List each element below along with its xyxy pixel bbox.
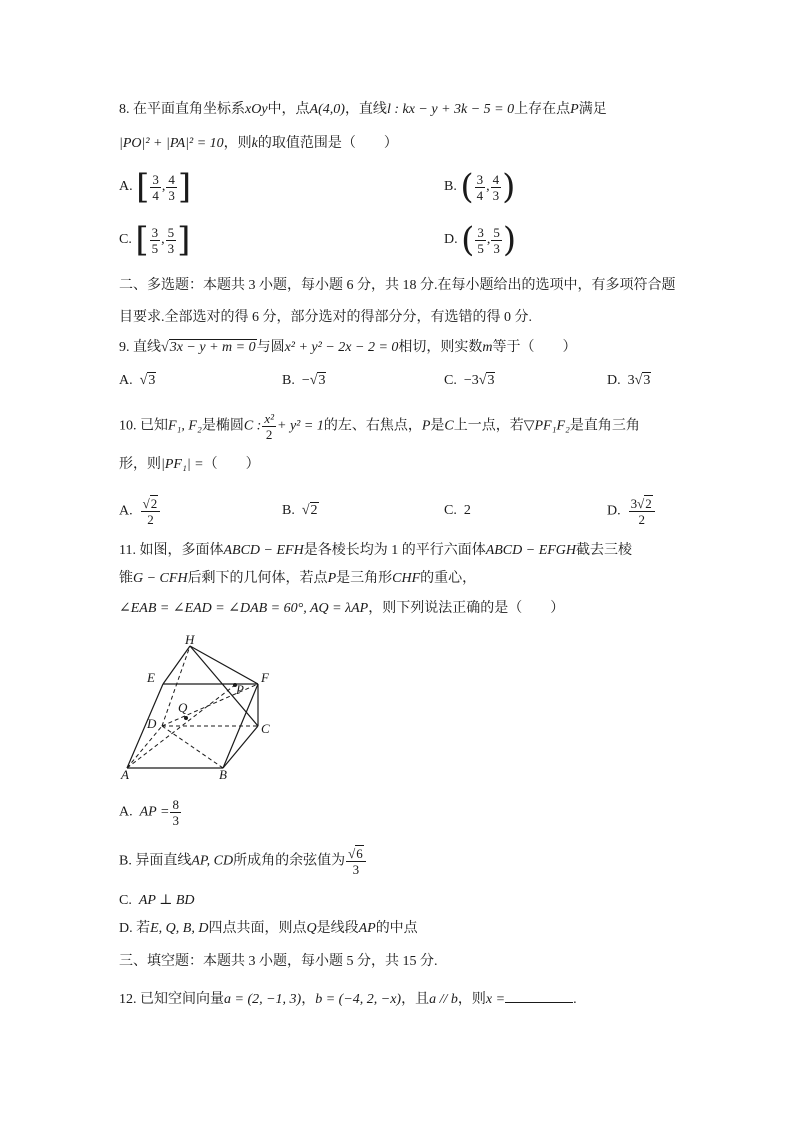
q9-stem — [119, 338, 577, 358]
answer-blank[interactable] — [505, 988, 573, 1003]
bracket-icon: [ — [136, 167, 150, 207]
numerator: x² — [264, 411, 275, 426]
q9-option-c: C. −3√3 — [444, 373, 495, 388]
option-label: D. — [607, 503, 621, 519]
option-label: D. — [607, 373, 621, 388]
q11-option-c — [119, 891, 195, 911]
q8-text: ，则 — [223, 136, 252, 151]
fraction — [491, 172, 502, 203]
q8-option-a: A. [ $\frac{3}{4}$ , $\frac{4}{3}$ ] — [119, 167, 192, 207]
q11-p: P — [327, 571, 337, 586]
q8-number: 8. — [119, 102, 130, 117]
denominator: 2 — [265, 427, 273, 442]
q8-option-b: B. ( $\frac{3}{4}$ , $\frac{4}{3}$ ) — [444, 167, 516, 207]
q12-number: 12. — [119, 992, 137, 1007]
option-label: A. — [119, 503, 133, 519]
q10-ellipse: C : — [243, 418, 262, 434]
label-q: Q — [178, 700, 188, 715]
fraction — [346, 846, 366, 877]
label-h: H — [185, 632, 195, 647]
denominator: 2 — [638, 512, 645, 527]
q11-perp: AP ⊥ BD — [138, 893, 195, 908]
q8-condition: |PO|² + |PA|² = 10 — [119, 136, 224, 151]
q11-line3 — [119, 599, 564, 619]
q10-text: 是 — [430, 418, 445, 434]
q8-text: 满足 — [578, 102, 607, 117]
q11-text: 是三角形 — [336, 571, 393, 586]
option-label: B. — [282, 503, 295, 518]
denominator: 5 — [151, 240, 159, 256]
q11-lines: AP, CD — [191, 853, 234, 869]
q9-eq2: x² + y² − 2x − 2 = 0 — [284, 340, 399, 355]
q9-option-a: A. √3 — [119, 373, 156, 388]
prefix: − — [301, 373, 310, 388]
fraction — [141, 496, 161, 527]
label-p: P — [236, 682, 244, 697]
radicand: 2 — [150, 496, 158, 511]
q8-xoy: xOy — [245, 102, 268, 117]
q11-text: 若 — [136, 921, 151, 936]
q9-text: 直线 — [133, 340, 161, 355]
numerator: 3√2 — [629, 496, 655, 512]
paren-icon: ( — [461, 220, 475, 260]
edge-ae — [127, 684, 163, 768]
q8-text: ，直线 — [344, 102, 387, 117]
q11-text: 是各棱长均为 1 的平行六面体 — [303, 543, 486, 558]
q11-polyhedron: ABCD − EFH — [223, 543, 304, 558]
q11-triangle: CHF — [392, 571, 421, 586]
q8-k: k — [251, 136, 258, 151]
edge-hc — [190, 646, 258, 726]
fraction — [629, 496, 655, 527]
q11-option-d — [119, 919, 418, 939]
q10-option-b: B. √2 — [282, 503, 318, 518]
paren-icon: ) — [502, 220, 517, 260]
q8-point-a: A(4,0) — [309, 102, 345, 117]
value: 2 — [463, 503, 471, 518]
option-label: A. — [119, 373, 133, 388]
q11-text: 截去三棱 — [576, 543, 633, 558]
denominator: 3 — [167, 240, 175, 256]
q12-vector-a: a = (2, −1, 3) — [224, 992, 302, 1007]
q9-option-b: B. −√3 — [282, 373, 326, 388]
q11-option-b — [119, 846, 367, 877]
section-2-heading-cont: 目要求.全部选对的得 6 分，部分选对的得部分分，有选错的得 0 分. — [119, 310, 532, 325]
q10-text: 上一点，若 — [453, 418, 524, 434]
q10-option-d — [607, 496, 656, 527]
edge-bc — [223, 726, 258, 768]
point-q — [184, 716, 188, 720]
option-label: D. — [119, 921, 133, 936]
q10-text: 是直角三角 — [569, 418, 640, 434]
radicand: 2 — [645, 496, 652, 511]
numerator: 4 — [492, 171, 500, 187]
q12-text: 已知空间向量 — [140, 992, 224, 1007]
q8-p: P — [570, 102, 579, 117]
fraction — [150, 225, 161, 256]
q11-polyhedron: ABCD − EFGH — [485, 543, 577, 558]
q12-text: ， — [301, 992, 316, 1007]
option-label: A. — [119, 804, 133, 820]
q12-text: . — [573, 992, 577, 1007]
edge-eh — [163, 646, 190, 684]
q11-angles: ∠EAB = ∠EAD = ∠DAB = 60°, AQ = λAP — [119, 601, 369, 616]
q10-c: C — [444, 418, 454, 434]
numerator: 5 — [493, 224, 500, 240]
denominator: 3 — [168, 187, 175, 203]
numerator: √2 — [141, 496, 161, 512]
q10-option-a — [119, 496, 161, 527]
denominator: 4 — [152, 187, 159, 203]
q11-pyramid: G − CFH — [133, 571, 188, 586]
denominator: 2 — [147, 512, 154, 527]
q11-line2 — [119, 569, 476, 589]
q8-text: 中，点 — [267, 102, 310, 117]
bracket-icon: [ — [135, 220, 149, 260]
q11-text: 锥 — [119, 571, 133, 586]
option-label: C. — [444, 503, 457, 518]
denominator: 3 — [352, 862, 360, 877]
q11-text: 是线段 — [316, 921, 359, 936]
fraction — [262, 411, 276, 442]
label-b: B — [219, 767, 227, 780]
coefficient: 3 — [630, 496, 638, 511]
q11-ap: AP — [358, 921, 376, 936]
numerator: 8 — [172, 797, 179, 812]
label-d: D — [147, 716, 157, 731]
option-label: B. — [444, 179, 457, 195]
label-c: C — [261, 721, 270, 736]
q10-text: 已知 — [140, 418, 168, 434]
q12-text: ，则 — [457, 992, 486, 1007]
radicand: 2 — [310, 503, 318, 518]
q10-text: 的左、右焦点， — [323, 418, 422, 434]
option-label: A. — [119, 179, 133, 195]
q8-option-c: C. [ $\frac{3}{5}$ , $\frac{5}{3}$ ] — [119, 220, 191, 260]
q10-foci: F₁, F₂ — [168, 418, 202, 434]
q9-text: 与圆 — [256, 340, 285, 355]
paren-icon: ( — [460, 167, 474, 207]
polyhedron-figure — [115, 628, 285, 780]
q11-text: 所成角的余弦值为 — [233, 853, 346, 869]
q9-text: 等于（ ） — [492, 340, 577, 355]
fraction — [166, 225, 177, 256]
fraction — [170, 797, 181, 828]
bracket-icon: ] — [177, 220, 191, 260]
radicand: 3 — [318, 373, 326, 388]
radicand: 3x − y + m = 0 — [169, 340, 256, 355]
q8-line1 — [119, 100, 607, 120]
fraction — [166, 172, 177, 203]
fraction — [150, 172, 161, 203]
denominator: 3 — [493, 240, 500, 256]
q8-text: 上存在点 — [514, 102, 571, 117]
q12-x: x = — [485, 992, 506, 1007]
numerator: 5 — [167, 224, 175, 240]
radicand: 6 — [356, 846, 363, 861]
q10-p: P — [421, 418, 431, 434]
numerator: √6 — [346, 846, 366, 862]
q10-line1 — [119, 411, 640, 442]
q10-ellipse: + y² = 1 — [277, 418, 324, 434]
q11-text: 后剩下的几何体，若点 — [187, 571, 328, 586]
fraction — [491, 225, 502, 256]
bracket-icon: ] — [177, 167, 192, 207]
label-a: A — [121, 767, 129, 780]
q12-stem — [119, 988, 577, 1010]
q10-triangle: ▽PF₁F₂ — [523, 418, 570, 434]
option-label: D. — [444, 232, 458, 248]
numerator: 3 — [152, 171, 159, 187]
label-f: F — [261, 670, 269, 685]
q11-ap: AP = — [139, 804, 170, 820]
q12-parallel: a // b — [429, 992, 458, 1007]
radicand: 3 — [643, 373, 651, 388]
q12-vector-b: b = (−4, 2, −x) — [315, 992, 402, 1007]
q11-line1 — [119, 541, 632, 561]
section-2-heading: 二、多选题：本题共 3 小题，每小题 6 分，共 18 分.在每小题给出的选项中，有多项符合题 — [119, 278, 676, 293]
q10-option-c — [444, 501, 471, 521]
radicand: 3 — [487, 373, 495, 388]
q11-text: 如图，多面体 — [139, 543, 224, 558]
edge-ad — [127, 726, 162, 768]
q11-option-a — [119, 797, 182, 828]
q8-line2 — [119, 134, 398, 154]
q10-pf: |PF₁| = — [161, 457, 204, 472]
q8-line-eq: l : kx − y + 3k − 5 = 0 — [386, 102, 515, 117]
option-label: C. — [119, 232, 132, 248]
q11-text: 四点共面，则点 — [208, 921, 307, 936]
q9-number: 9. — [119, 340, 130, 355]
radicand: 3 — [148, 373, 156, 388]
q12-text: ，且 — [401, 992, 430, 1007]
section-3-heading: 三、填空题：本题共 3 小题，每小题 5 分，共 15 分. — [119, 954, 438, 969]
option-label: B. — [119, 853, 132, 869]
q11-number: 11. — [119, 543, 136, 558]
numerator: 3 — [477, 224, 484, 240]
denominator: 3 — [492, 187, 500, 203]
q10-number: 10. — [119, 418, 137, 434]
q11-text: 的重心， — [420, 571, 477, 586]
denominator: 3 — [172, 813, 179, 828]
prefix: −3 — [463, 373, 479, 388]
numerator: 4 — [168, 171, 175, 187]
q9-m: m — [482, 340, 493, 355]
fraction — [475, 225, 486, 256]
option-label: C. — [444, 373, 457, 388]
prefix: 3 — [627, 373, 635, 388]
q10-line2 — [119, 455, 260, 475]
paren-icon: ) — [502, 167, 516, 207]
numerator: 3 — [476, 171, 484, 187]
q8-text: 在平面直角坐标系 — [133, 102, 245, 117]
q11-text: 的中点 — [375, 921, 418, 936]
q10-text: 形，则 — [119, 457, 161, 472]
denominator: 5 — [477, 240, 484, 256]
edge-hf — [190, 646, 258, 684]
q10-text: 是椭圆 — [201, 418, 244, 434]
numerator: 3 — [151, 224, 159, 240]
q11-text: ，则下列说法正确的是（ ） — [368, 601, 565, 616]
q8-option-d: D. ( $\frac{3}{5}$ , $\frac{5}{3}$ ) — [444, 220, 517, 260]
edge-db — [162, 726, 223, 768]
q9-option-d: D. 3√3 — [607, 373, 651, 388]
denominator: 4 — [476, 187, 484, 203]
option-label: B. — [282, 373, 295, 388]
q10-text: （ ） — [203, 457, 260, 472]
q11-text: 异面直线 — [135, 853, 192, 869]
label-e: E — [147, 670, 155, 685]
q11-q: Q — [306, 921, 317, 936]
q9-eq1: √3x − y + m = 0 — [161, 340, 256, 355]
q8-text: 的取值范围是（ ） — [257, 136, 398, 151]
option-label: C. — [119, 893, 132, 908]
q11-points: E, Q, B, D — [150, 921, 209, 936]
q9-text: 相切，则实数 — [398, 340, 483, 355]
fraction — [475, 172, 486, 203]
